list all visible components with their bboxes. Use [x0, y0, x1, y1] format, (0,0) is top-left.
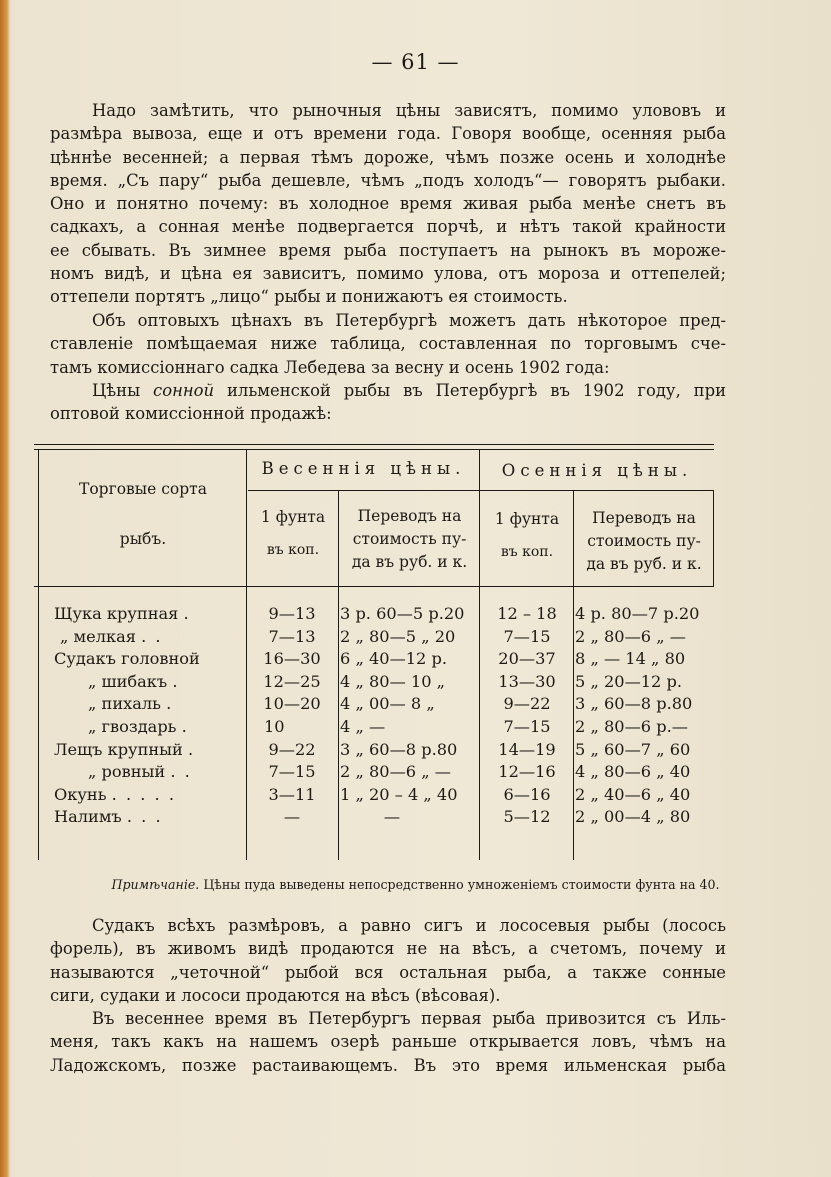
header-line: рыбъ.: [119, 530, 167, 548]
table-cell: 9—22: [503, 694, 551, 714]
leader-dots: . .: [170, 762, 192, 782]
table-cell: 10: [264, 716, 285, 736]
table-row-name: [54, 761, 234, 784]
table-cell: 4 р. 80—7 р.20: [575, 604, 700, 623]
text-line: [50, 379, 726, 402]
text-line: ставленіе помѣщаемая ниже таблица, составленная по торговымъ сче-: [50, 334, 726, 354]
header-spring-per-funt: [248, 506, 338, 562]
leader-dots: . .: [141, 626, 163, 646]
fish-name: Судакъ головной: [54, 649, 200, 669]
fish-name-column: [54, 603, 234, 829]
header-line: Переводъ на: [357, 507, 462, 525]
table-cell: 6—16: [503, 784, 551, 804]
fish-name: „ пихаль: [88, 694, 161, 714]
book-binding-edge: [0, 0, 10, 1177]
table-cell: 8 „ — 14 „ 80: [575, 649, 686, 669]
spring-pud-column: [340, 603, 474, 829]
table-cell: 3 р. 60—5 р.20: [340, 604, 465, 623]
table-top-rule-2: [34, 449, 714, 450]
table-left-border: [38, 450, 39, 860]
fish-name: Налимъ: [54, 807, 122, 827]
table-cell: 5 „ 60—7 „ 60: [575, 739, 691, 759]
table-col-divider: [573, 490, 574, 860]
table-subheader-rule: [248, 490, 714, 491]
text-line: тамъ комиссіоннаго садка Лебедева за весну и осень 1902 года:: [50, 357, 610, 377]
leader-dots: .: [181, 716, 189, 736]
leader-dots: . . . . .: [111, 784, 176, 804]
table-cell: 5 „ 20—12 р.: [575, 671, 683, 691]
leader-dots: . . .: [126, 807, 163, 827]
table-right-border: [713, 490, 714, 586]
table-cell: 10—20: [263, 694, 321, 714]
header-line: да въ руб. и к.: [351, 553, 468, 571]
text-line: Ладожскомъ, позже растаивающемъ. Въ это время ильменская рыба: [50, 1055, 726, 1075]
header-line: 1 фунта: [260, 508, 326, 526]
table-row-name: [54, 603, 234, 626]
caption-italic: сонной: [153, 381, 215, 400]
leader-dots: .: [166, 694, 174, 714]
header-autumn-per-funt: [481, 508, 573, 564]
table-row-name: [54, 806, 234, 829]
table-cell: 2 „ 80—6 „ —: [340, 762, 451, 782]
table-cell: 7—13: [268, 626, 316, 646]
leader-dots: .: [183, 604, 191, 623]
text-line: ее сбывать. Въ зимнее время рыба поступаетъ на рынокъ въ мороже-: [50, 240, 726, 260]
table-cell: 3—11: [268, 784, 316, 804]
table-cell: 4 „ —: [340, 716, 386, 736]
header-autumn-per-pud: [575, 507, 713, 576]
table-col-divider: [479, 450, 480, 860]
table-row-name: [54, 626, 234, 649]
fish-name: „ шибакъ: [88, 671, 168, 691]
table-cell: 14—19: [498, 739, 556, 759]
table-cell: 13—30: [498, 671, 556, 691]
table-cell: 12—25: [263, 671, 321, 691]
table-cell: 4 „ 80— 10 „: [340, 671, 446, 691]
table-row-name: [54, 739, 234, 762]
text-line: номъ видѣ, и цѣна ея зависитъ, помимо улова, отъ мороза и оттепелей;: [50, 264, 726, 284]
header-line: стоимость пу-: [352, 530, 467, 548]
table-cell: 16—30: [263, 649, 321, 669]
header-line: Торговые сорта: [79, 480, 207, 498]
header-line: 1 фунта: [494, 510, 560, 528]
table-col-divider: [338, 490, 339, 860]
header-fish-sort: [40, 478, 246, 551]
header-autumn-prices: Осеннія цѣны.: [501, 461, 693, 480]
table-cell: 4 „ 80—6 „ 40: [575, 762, 691, 782]
table-cell: 12 – 18: [497, 604, 557, 623]
table-cell: 2 „ 40—6 „ 40: [575, 784, 691, 804]
table-cell: 12—16: [498, 762, 556, 782]
text-line: называются „четочной“ рыбой вся остальная рыба, а также сонные: [50, 962, 726, 982]
footnote-text: Цѣны пуда выведены непосредственно умноженіемъ стоимости фунта на 40.: [199, 877, 720, 892]
table-cell: 5—12: [503, 807, 551, 827]
header-line: въ коп.: [266, 542, 320, 558]
header-line: стоимость пу-: [587, 532, 701, 550]
header-line: да въ руб. и к.: [586, 555, 702, 573]
spring-funt-column: [246, 603, 338, 829]
table-cell: 2 „ 80—5 „ 20: [340, 626, 456, 646]
text-line: оптовой комиссіонной продажѣ:: [50, 404, 332, 424]
footnote-label: Примѣчаніе.: [111, 877, 200, 892]
table-header-bottom-rule: [34, 586, 714, 587]
header-spring-per-pud: [340, 505, 479, 574]
table-cell: —: [383, 807, 401, 827]
text-line: время. „Съ пару“ рыба дешевле, чѣмъ „подъ холодъ“— говорятъ рыбаки.: [50, 170, 726, 190]
text-line: меня, такъ какъ на нашемъ озерѣ раньше открывается ловъ, чѣмъ на: [50, 1032, 726, 1052]
table-row-name: [54, 671, 234, 694]
table-row-name: [54, 693, 234, 716]
header-line: Переводъ на: [592, 509, 696, 527]
text-line: Оно и понятно почему: въ холодное время живая рыба менѣе снетъ въ: [50, 194, 726, 214]
table-cell: 6 „ 40—12 р.: [340, 649, 448, 669]
paragraph-5: [50, 1007, 726, 1077]
page-number: — 61 —: [371, 50, 460, 74]
table-cell: 9—22: [268, 739, 316, 759]
table-cell: 2 „ 00—4 „ 80: [575, 807, 691, 827]
header-spring-prices: Весеннія цѣны.: [261, 459, 466, 478]
fish-name: Щука крупная: [54, 604, 179, 623]
header-line: въ коп.: [500, 544, 554, 560]
table-cell: 20—37: [498, 649, 556, 669]
autumn-funt-column: [482, 603, 572, 829]
fish-name: „ ровный: [88, 762, 166, 782]
table-cell: 2 „ 80—6 „ —: [575, 626, 686, 646]
table-cell: 7—15: [503, 716, 551, 736]
table-cell: 7—15: [503, 626, 551, 646]
paragraph-4: [50, 914, 726, 1007]
table-cell: 4 „ 00— 8 „: [340, 694, 435, 714]
fish-name: „ гвоздарь: [88, 716, 177, 736]
text-line: Въ весеннее время въ Петербургъ первая рыба привозится съ Иль-: [92, 1009, 726, 1028]
text-line: цѣннѣе весенней; а первая тѣмъ дороже, чѣмъ позже осень и холоднѣе: [50, 147, 726, 167]
text-line: оттепели портятъ „лицо“ рыбы и понижаютъ ея стоимость.: [50, 287, 568, 307]
table-top-rule: [34, 444, 714, 445]
text-line: сиги, судаки и лососи продаются на вѣсъ (вѣсовая).: [50, 985, 501, 1005]
table-cell: —: [283, 807, 301, 827]
text-line: Надо замѣтить, что рыночныя цѣны зависятъ, помимо улововъ и: [92, 101, 726, 120]
fish-name: Лещъ крупный: [54, 739, 183, 759]
table-caption: [50, 379, 726, 426]
text-line: садкахъ, а сонная менѣе подвергается порчѣ, и нѣтъ такой крайности: [50, 217, 726, 237]
leader-dots: .: [172, 671, 180, 691]
text-line: форель), въ живомъ видѣ продаются не на вѣсъ, а счетомъ, почему и: [50, 939, 726, 959]
caption-before: Цѣны: [92, 381, 154, 400]
table-cell: 9—13: [268, 604, 316, 623]
text-line: размѣра вывоза, еще и отъ времени года. Говоря вообще, осенняя рыба: [50, 124, 726, 144]
text-line: Судакъ всѣхъ размѣровъ, а равно сигъ и лососевыя рыбы (лосось: [92, 916, 726, 935]
table-cell: 7—15: [268, 762, 316, 782]
autumn-pud-column: [575, 603, 715, 829]
paragraph-1: [50, 99, 726, 309]
caption-after: ильменской рыбы въ Петербургѣ въ 1902 году, при: [214, 381, 727, 400]
table-cell: 2 „ 80—6 р.—: [575, 716, 688, 736]
table-cell: 1 „ 20 – 4 „ 40: [340, 784, 458, 804]
table-cell: 3 „ 60—8 р.80: [575, 694, 693, 714]
table-cell: 3 „ 60—8 р.80: [340, 739, 458, 759]
table-row-name: [54, 648, 234, 671]
fish-name: Окунь: [54, 784, 107, 804]
table-row-name: [54, 784, 234, 807]
table-row-name: [54, 716, 234, 739]
leader-dots: .: [188, 739, 196, 759]
paragraph-2: [50, 309, 726, 379]
text-line: Объ оптовыхъ цѣнахъ въ Петербургѣ можетъ дать нѣкоторое пред-: [92, 311, 726, 330]
fish-name: „ мелкая: [60, 626, 136, 646]
table-footnote: [0, 877, 831, 892]
